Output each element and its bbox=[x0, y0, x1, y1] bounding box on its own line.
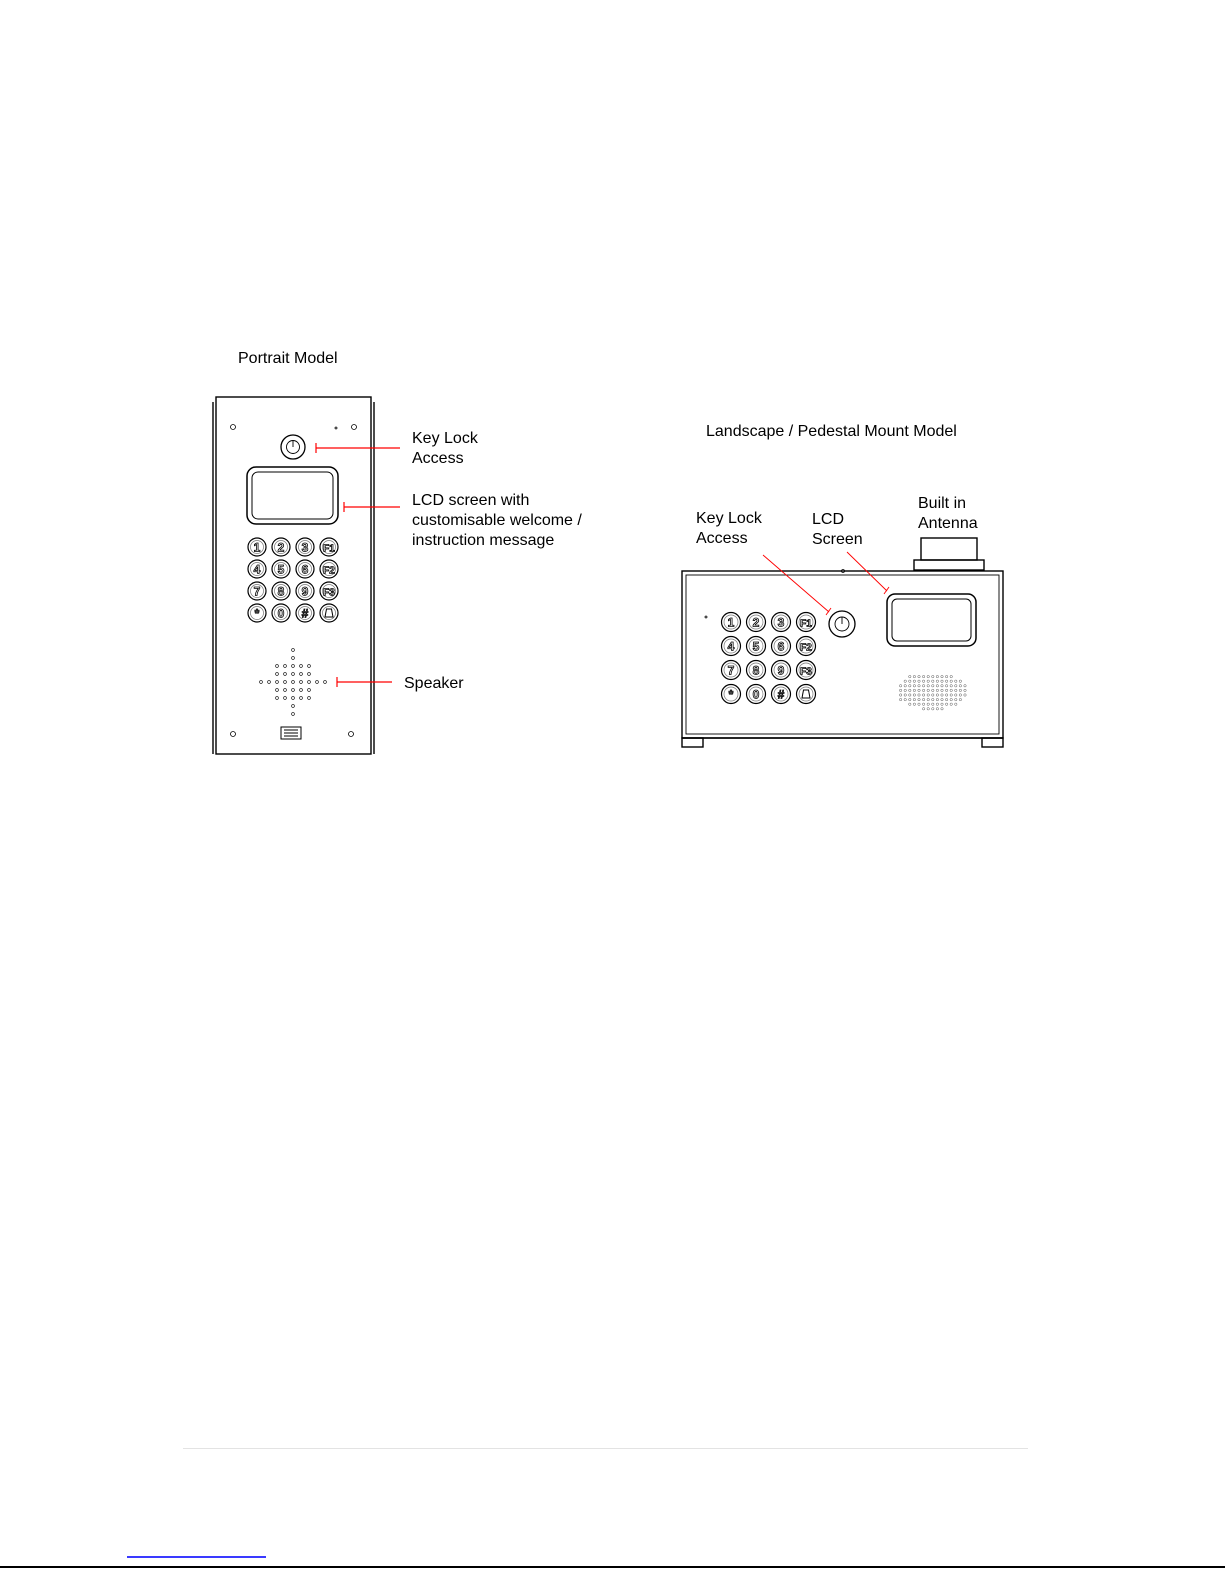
speaker-hole bbox=[945, 675, 947, 677]
speaker-hole bbox=[922, 703, 924, 705]
lcd-screen-outer bbox=[887, 594, 976, 646]
speaker-hole bbox=[292, 705, 295, 708]
callout-line-3: instruction message bbox=[412, 532, 555, 549]
speaker-hole bbox=[927, 675, 929, 677]
speaker-hole bbox=[959, 698, 961, 700]
keypad-key-7 bbox=[722, 661, 741, 680]
keypad-key-label: 5 bbox=[752, 639, 760, 654]
portrait-model-title: Portrait Model bbox=[238, 350, 338, 367]
speaker-hole bbox=[932, 680, 934, 682]
speaker-hole bbox=[904, 694, 906, 696]
keypad-key-label: 8 bbox=[752, 663, 760, 678]
keypad-key-3 bbox=[772, 613, 791, 632]
speaker-hole bbox=[276, 689, 279, 692]
keypad-key-label: 2 bbox=[277, 540, 285, 555]
keypad-key-label: # bbox=[777, 687, 785, 702]
screw-hole bbox=[231, 425, 236, 430]
callout-line-2: Screen bbox=[812, 531, 863, 548]
speaker-hole bbox=[300, 681, 303, 684]
speaker-hole bbox=[292, 681, 295, 684]
speaker-hole bbox=[909, 685, 911, 687]
speaker-hole bbox=[308, 665, 311, 668]
speaker-hole bbox=[284, 673, 287, 676]
antenna-base bbox=[914, 560, 984, 570]
speaker-hole bbox=[936, 698, 938, 700]
portrait-speaker-callout: Speaker bbox=[404, 675, 464, 692]
speaker-hole bbox=[909, 689, 911, 691]
speaker-hole bbox=[950, 675, 952, 677]
speaker-hole bbox=[918, 685, 920, 687]
speaker-hole bbox=[950, 689, 952, 691]
keypad-key-6 bbox=[772, 637, 791, 656]
speaker-hole bbox=[909, 680, 911, 682]
speaker-hole bbox=[922, 689, 924, 691]
speaker-hole bbox=[922, 680, 924, 682]
speaker-hole bbox=[941, 675, 943, 677]
keypad-key-label: 3 bbox=[777, 615, 785, 630]
speaker-hole bbox=[932, 685, 934, 687]
keypad-key-6 bbox=[296, 560, 314, 578]
speaker-hole bbox=[913, 694, 915, 696]
screw-hole bbox=[352, 425, 357, 430]
callout-line-1: LCD bbox=[812, 511, 845, 528]
speaker-hole bbox=[284, 689, 287, 692]
portrait-keypad bbox=[248, 538, 338, 622]
keypad-key-* bbox=[722, 685, 741, 704]
keypad-key-label: * bbox=[254, 606, 260, 621]
speaker-hole bbox=[292, 673, 295, 676]
speaker-hole bbox=[300, 697, 303, 700]
key-lock-callout-line bbox=[763, 555, 829, 612]
speaker-hole bbox=[964, 689, 966, 691]
landscape-callout-lines bbox=[763, 552, 889, 615]
speaker-hole bbox=[955, 680, 957, 682]
speaker-hole bbox=[945, 689, 947, 691]
speaker-hole bbox=[932, 689, 934, 691]
speaker-hole bbox=[918, 703, 920, 705]
speaker-hole bbox=[941, 694, 943, 696]
keypad-key-bell bbox=[797, 685, 816, 704]
keypad-key-label: * bbox=[728, 687, 734, 702]
speaker-hole bbox=[300, 673, 303, 676]
speaker-hole bbox=[913, 675, 915, 677]
speaker-hole bbox=[899, 689, 901, 691]
speaker-hole bbox=[941, 685, 943, 687]
speaker-hole bbox=[300, 665, 303, 668]
speaker-hole bbox=[945, 680, 947, 682]
speaker-hole bbox=[955, 703, 957, 705]
keypad-key-label: F3 bbox=[800, 666, 812, 678]
speaker-hole bbox=[945, 685, 947, 687]
keypad-key-7 bbox=[248, 582, 266, 600]
keypad-key-5 bbox=[747, 637, 766, 656]
keypad-key-F3 bbox=[797, 661, 816, 680]
speaker-hole bbox=[899, 685, 901, 687]
speaker-hole bbox=[899, 698, 901, 700]
speaker-hole bbox=[300, 689, 303, 692]
speaker-hole bbox=[927, 708, 929, 710]
speaker-hole bbox=[945, 694, 947, 696]
speaker-hole bbox=[904, 698, 906, 700]
portrait-panel-frame bbox=[216, 397, 371, 754]
speaker-hole bbox=[927, 680, 929, 682]
foot-left bbox=[682, 738, 703, 747]
keypad-key-label: F2 bbox=[323, 565, 335, 577]
bell-icon bbox=[802, 690, 810, 698]
keypad-key-2 bbox=[272, 538, 290, 556]
callout-line-2: customisable welcome / bbox=[412, 512, 582, 529]
speaker-hole bbox=[904, 689, 906, 691]
speaker-hole bbox=[292, 697, 295, 700]
keypad-key-label: 5 bbox=[277, 562, 285, 577]
callout-line-1: Key Lock bbox=[412, 430, 478, 447]
speaker-hole bbox=[945, 703, 947, 705]
landscape-body-frame bbox=[682, 571, 1003, 738]
callout-line-2: Access bbox=[696, 530, 748, 547]
keypad-key-label: F3 bbox=[323, 587, 335, 599]
speaker-hole bbox=[941, 698, 943, 700]
indicator-dot bbox=[335, 427, 337, 429]
speaker-hole bbox=[932, 708, 934, 710]
speaker-hole bbox=[936, 680, 938, 682]
keypad-key-label: 6 bbox=[301, 562, 309, 577]
keypad-key-label: 8 bbox=[277, 584, 285, 599]
speaker-hole bbox=[268, 681, 271, 684]
keypad-key-9 bbox=[296, 582, 314, 600]
speaker-hole bbox=[276, 665, 279, 668]
speaker-hole bbox=[959, 680, 961, 682]
speaker-hole bbox=[918, 689, 920, 691]
keypad-key-# bbox=[772, 685, 791, 704]
speaker-hole bbox=[904, 685, 906, 687]
keypad-key-label: 0 bbox=[752, 687, 760, 702]
speaker-hole bbox=[945, 698, 947, 700]
lcd-screen-outer bbox=[247, 467, 338, 524]
speaker-hole bbox=[913, 703, 915, 705]
speaker-hole bbox=[284, 697, 287, 700]
speaker-hole bbox=[292, 665, 295, 668]
speaker-hole bbox=[932, 703, 934, 705]
speaker-hole bbox=[918, 675, 920, 677]
keypad-key-label: 4 bbox=[253, 562, 261, 577]
speaker-hole bbox=[918, 680, 920, 682]
landscape-model-title: Landscape / Pedestal Mount Model bbox=[706, 423, 957, 440]
keypad-key-8 bbox=[272, 582, 290, 600]
bell-icon bbox=[325, 609, 333, 617]
speaker-hole bbox=[922, 694, 924, 696]
speaker-hole bbox=[959, 694, 961, 696]
speaker-hole bbox=[899, 694, 901, 696]
speaker-hole bbox=[936, 694, 938, 696]
indicator-dot bbox=[705, 616, 707, 618]
speaker-hole bbox=[927, 685, 929, 687]
keypad-key-3 bbox=[296, 538, 314, 556]
keypad-key-F2 bbox=[797, 637, 816, 656]
speaker-hole bbox=[927, 694, 929, 696]
speaker-hole bbox=[922, 708, 924, 710]
keypad-key-F2 bbox=[320, 560, 338, 578]
speaker-hole bbox=[922, 698, 924, 700]
speaker-hole bbox=[932, 694, 934, 696]
speaker-hole bbox=[904, 680, 906, 682]
callout-line-2: Access bbox=[412, 450, 464, 467]
speaker-hole bbox=[913, 680, 915, 682]
speaker-hole bbox=[292, 657, 295, 660]
landscape-keypad bbox=[722, 613, 816, 704]
speaker-hole bbox=[922, 685, 924, 687]
speaker-hole bbox=[936, 689, 938, 691]
keypad-key-2 bbox=[747, 613, 766, 632]
speaker-hole bbox=[308, 689, 311, 692]
landscape-speaker-grille bbox=[899, 675, 966, 710]
keypad-key-label: 1 bbox=[253, 540, 261, 555]
keypad-key-label: 2 bbox=[752, 615, 760, 630]
speaker-hole bbox=[932, 698, 934, 700]
speaker-hole bbox=[941, 689, 943, 691]
portrait-panel bbox=[213, 397, 374, 754]
keypad-key-0 bbox=[272, 604, 290, 622]
speaker-hole bbox=[284, 681, 287, 684]
page-bottom-rule bbox=[0, 1566, 1225, 1568]
speaker-hole bbox=[922, 675, 924, 677]
speaker-hole bbox=[950, 703, 952, 705]
speaker-hole bbox=[941, 703, 943, 705]
speaker-hole bbox=[913, 685, 915, 687]
speaker-hole bbox=[964, 694, 966, 696]
speaker-hole bbox=[964, 685, 966, 687]
speaker-hole bbox=[913, 698, 915, 700]
speaker-hole bbox=[316, 681, 319, 684]
speaker-hole bbox=[308, 673, 311, 676]
speaker-hole bbox=[909, 703, 911, 705]
antenna-top bbox=[921, 538, 977, 560]
callout-line-1: Key Lock bbox=[696, 510, 762, 527]
speaker-hole bbox=[260, 681, 263, 684]
callout-line-2: Antenna bbox=[918, 515, 978, 532]
speaker-hole bbox=[276, 681, 279, 684]
keypad-key-8 bbox=[747, 661, 766, 680]
speaker-hole bbox=[936, 675, 938, 677]
speaker-hole bbox=[941, 680, 943, 682]
lcd-screen-inner bbox=[892, 599, 971, 641]
footer-rule bbox=[183, 1448, 1028, 1449]
speaker-hole bbox=[909, 694, 911, 696]
speaker-hole bbox=[955, 698, 957, 700]
keypad-key-1 bbox=[722, 613, 741, 632]
keypad-key-* bbox=[248, 604, 266, 622]
speaker-hole bbox=[927, 689, 929, 691]
speaker-hole bbox=[936, 708, 938, 710]
keypad-key-label: 7 bbox=[727, 663, 735, 678]
keypad-key-# bbox=[296, 604, 314, 622]
keypad-key-label: F1 bbox=[800, 618, 812, 630]
keypad-key-4 bbox=[248, 560, 266, 578]
speaker-hole bbox=[913, 689, 915, 691]
speaker-hole bbox=[955, 685, 957, 687]
speaker-hole bbox=[941, 708, 943, 710]
landscape-unit bbox=[682, 538, 1003, 747]
speaker-hole bbox=[276, 673, 279, 676]
speaker-hole bbox=[324, 681, 327, 684]
callout-line-1: LCD screen with bbox=[412, 492, 530, 509]
screw-hole bbox=[349, 732, 354, 737]
keypad-key-label: 1 bbox=[727, 615, 735, 630]
keypad-key-label: 9 bbox=[301, 584, 309, 599]
keypad-key-label: F2 bbox=[800, 642, 812, 654]
callout-line-1: Built in bbox=[918, 495, 967, 512]
speaker-hole bbox=[950, 685, 952, 687]
keypad-key-F1 bbox=[797, 613, 816, 632]
keypad-key-F1 bbox=[320, 538, 338, 556]
speaker-hole bbox=[292, 689, 295, 692]
keypad-key-label: 7 bbox=[253, 584, 261, 599]
aes-logo bbox=[281, 727, 301, 739]
speaker-hole bbox=[955, 694, 957, 696]
speaker-hole bbox=[308, 697, 311, 700]
speaker-hole bbox=[918, 698, 920, 700]
speaker-hole bbox=[955, 689, 957, 691]
keypad-key-label: 6 bbox=[777, 639, 785, 654]
speaker-hole bbox=[950, 698, 952, 700]
speaker-hole bbox=[918, 694, 920, 696]
speaker-hole bbox=[927, 703, 929, 705]
keypad-key-5 bbox=[272, 560, 290, 578]
keypad-key-bell bbox=[320, 604, 338, 622]
speaker-hole bbox=[276, 697, 279, 700]
keypad-key-label: # bbox=[301, 606, 309, 621]
speaker-hole bbox=[909, 698, 911, 700]
speaker-hole bbox=[950, 680, 952, 682]
keypad-key-label: 9 bbox=[777, 663, 785, 678]
keypad-key-F3 bbox=[320, 582, 338, 600]
speaker-hole bbox=[292, 713, 295, 716]
foot-right bbox=[982, 738, 1003, 747]
keypad-key-1 bbox=[248, 538, 266, 556]
speaker-hole bbox=[959, 689, 961, 691]
speaker-hole bbox=[936, 685, 938, 687]
keypad-key-9 bbox=[772, 661, 791, 680]
keypad-key-4 bbox=[722, 637, 741, 656]
speaker-hole bbox=[308, 681, 311, 684]
speaker-hole bbox=[950, 694, 952, 696]
keypad-key-label: F1 bbox=[323, 543, 335, 555]
speaker-hole bbox=[284, 665, 287, 668]
screw-hole bbox=[231, 732, 236, 737]
keypad-key-label: 0 bbox=[277, 606, 285, 621]
speaker-hole bbox=[932, 675, 934, 677]
speaker-hole bbox=[292, 649, 295, 652]
keypad-key-label: 3 bbox=[301, 540, 309, 555]
keypad-key-0 bbox=[747, 685, 766, 704]
keypad-key-label: 4 bbox=[727, 639, 735, 654]
speaker-hole bbox=[927, 698, 929, 700]
portrait-speaker-grille bbox=[260, 649, 327, 716]
footer-link-underline bbox=[127, 1556, 266, 1558]
lcd-screen-inner bbox=[252, 472, 333, 519]
speaker-hole bbox=[936, 703, 938, 705]
speaker-hole bbox=[909, 675, 911, 677]
speaker-hole bbox=[959, 685, 961, 687]
